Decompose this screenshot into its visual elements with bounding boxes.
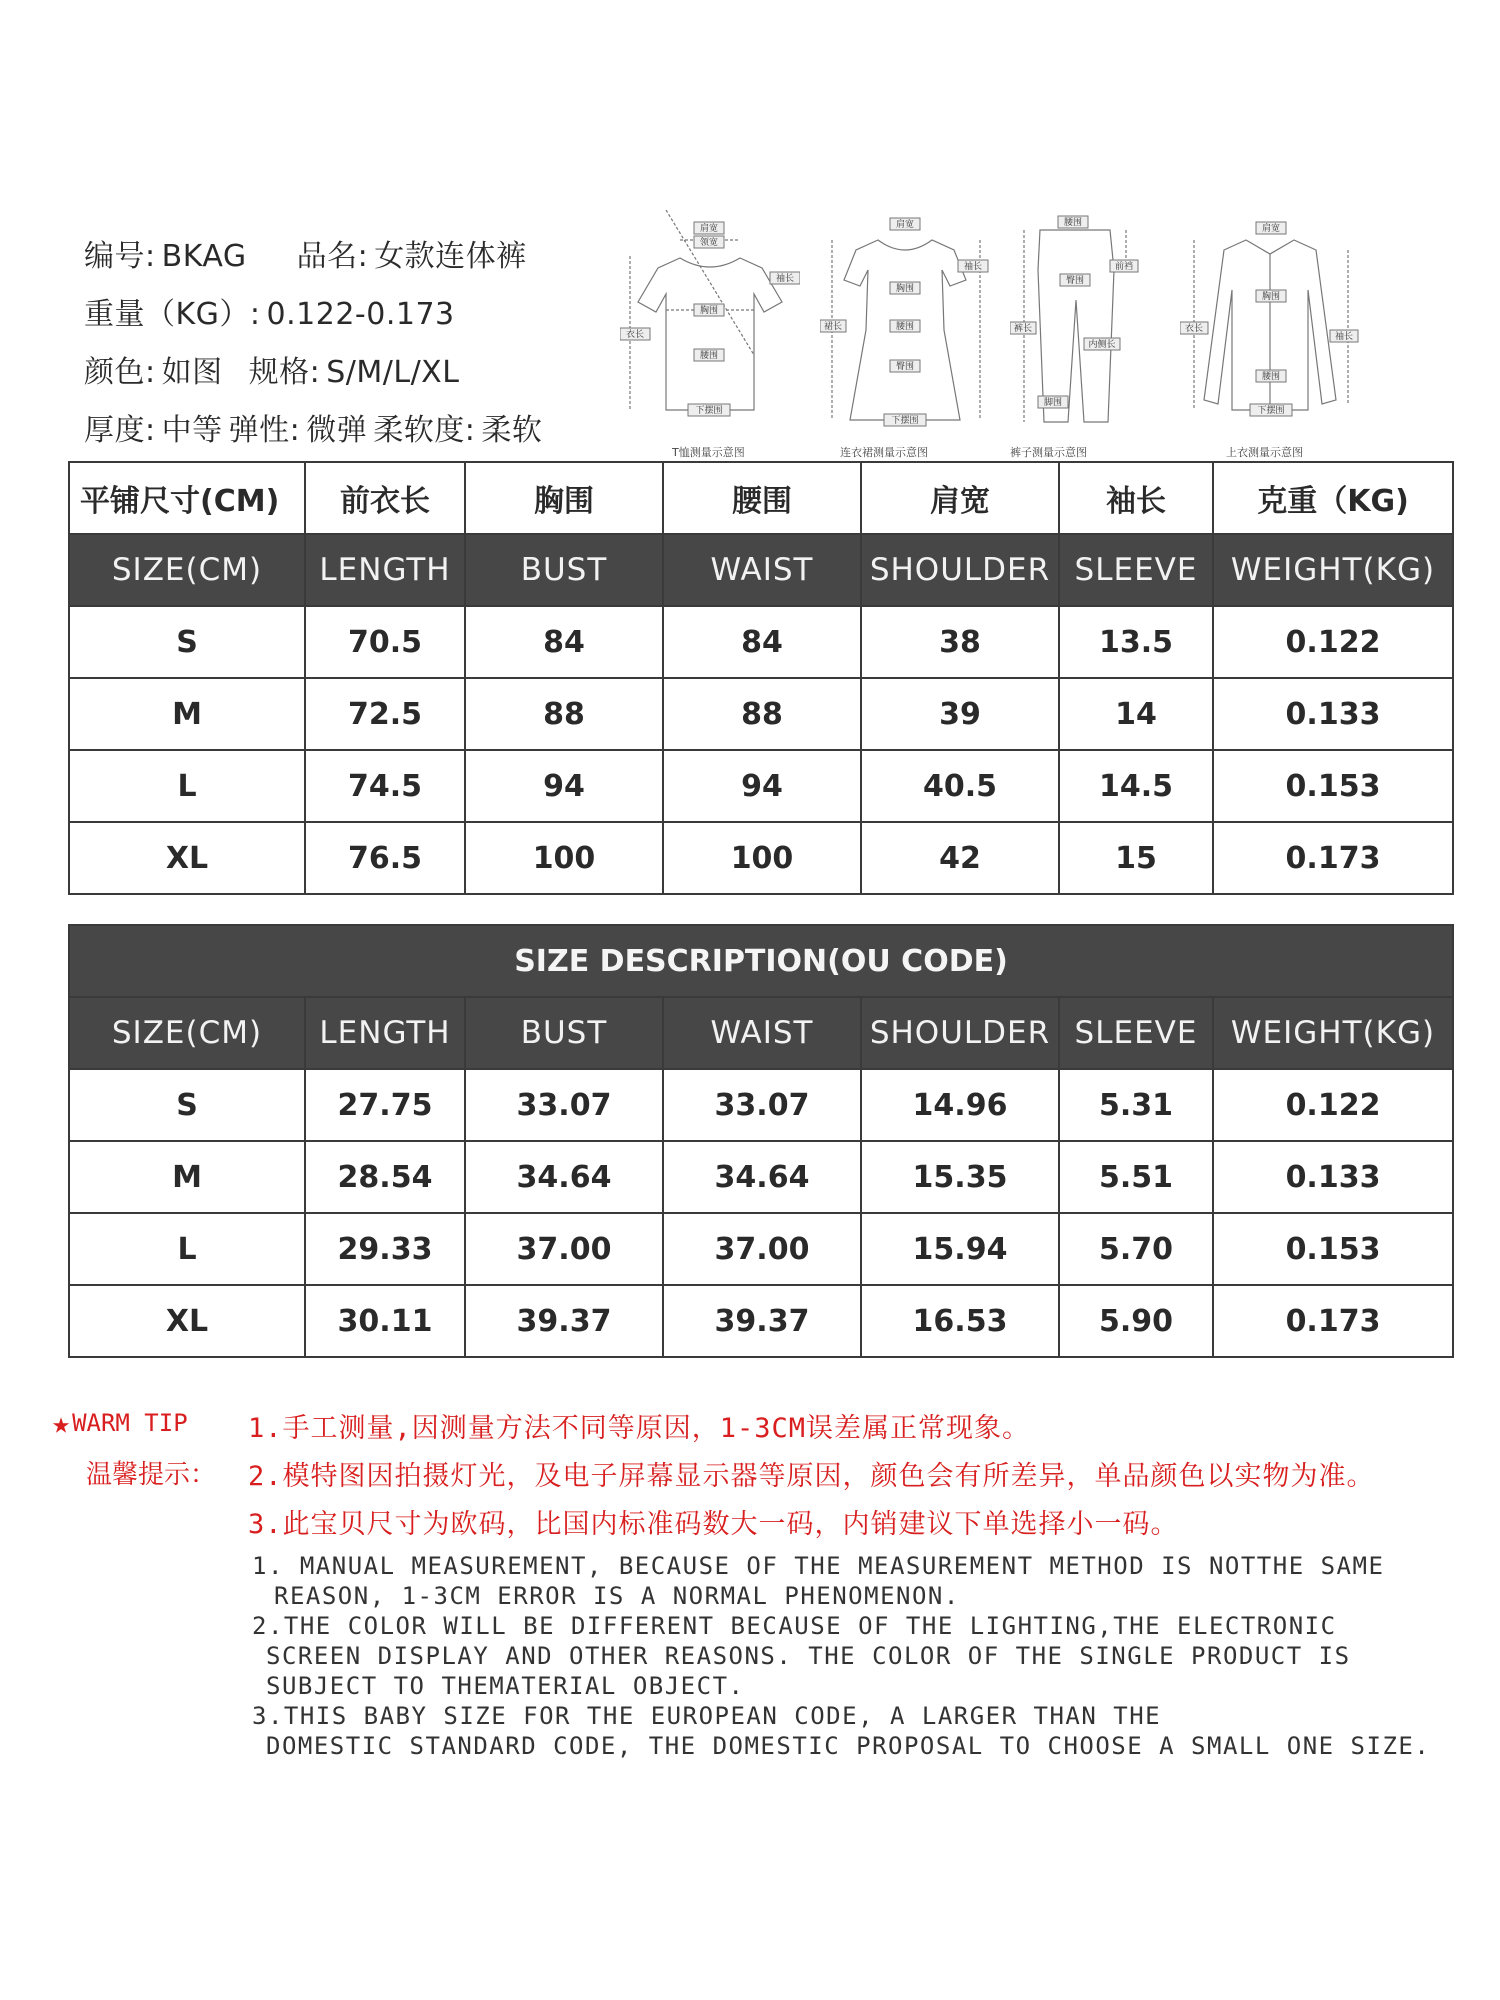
svg-text:衣长: 衣长: [1184, 324, 1204, 334]
shirt-caption: 上衣测量示意图: [1226, 446, 1303, 459]
cell-size: XL: [69, 822, 305, 894]
weight-label: 重量（KG）:: [84, 297, 261, 332]
shirt-outline-icon: [1180, 210, 1360, 442]
cell-bust: 100: [465, 822, 663, 894]
tip-en-7: DOMESTIC STANDARD CODE, THE DOMESTIC PROPOSAL TO CHOOSE A SMALL ONE SIZE.: [266, 1732, 1431, 1760]
svg-text:衣长: 衣长: [625, 330, 645, 340]
tshirt-diagram: [620, 210, 800, 459]
svg-text:臀围: 臀围: [1065, 276, 1085, 286]
en-header-row: [69, 534, 1453, 606]
cell-length: 70.5: [305, 606, 465, 678]
star-icon: ★: [52, 1406, 71, 1441]
info-line-color: [84, 344, 548, 402]
cell-weight: 0.122: [1213, 1069, 1453, 1141]
name-label: 品名:: [296, 239, 369, 274]
svg-text:胸围: 胸围: [1261, 292, 1281, 302]
svg-text:臀围: 臀围: [895, 362, 915, 372]
thickness-label: 厚度:: [84, 413, 156, 448]
svg-text:腰围: 腰围: [1261, 372, 1281, 382]
tip-en-2: REASON, 1-3CM ERROR IS A NORMAL PHENOMENON.: [274, 1582, 960, 1610]
tip-cn-3: 3.此宝贝尺寸为欧码，比国内标准码数大一码，内销建议下单选择小一码。: [248, 1509, 1179, 1540]
en-header-row: [69, 997, 1453, 1069]
dress-caption: 连衣裙测量示意图: [840, 446, 928, 459]
svg-text:袖长: 袖长: [1334, 332, 1354, 342]
size-description-title-row: [69, 925, 1453, 997]
svg-text:胸围: 胸围: [895, 284, 915, 294]
cell-size: S: [69, 606, 305, 678]
size-table-cm: [68, 461, 1454, 895]
table-row: [69, 1285, 1453, 1357]
cn-header-sleeve: 袖长: [1059, 462, 1213, 534]
cell-length: 74.5: [305, 750, 465, 822]
svg-text:领宽: 领宽: [699, 238, 719, 248]
header-size: SIZE(CM): [69, 997, 305, 1069]
cell-length: 30.11: [305, 1285, 465, 1357]
header-length: LENGTH: [305, 997, 465, 1069]
spec-label: 规格:: [248, 355, 321, 390]
elastic-value: 微弹: [306, 413, 368, 448]
cn-header-bust: 胸围: [465, 462, 663, 534]
svg-text:腰围: 腰围: [895, 322, 915, 332]
cell-shoulder: 16.53: [861, 1285, 1059, 1357]
table-row: [69, 1213, 1453, 1285]
cell-weight: 0.173: [1213, 822, 1453, 894]
pants-caption: 裤子测量示意图: [1010, 446, 1087, 459]
svg-text:内侧长: 内侧长: [1088, 340, 1116, 350]
header-shoulder: SHOULDER: [861, 997, 1059, 1069]
cell-bust: 34.64: [465, 1141, 663, 1213]
header-waist: WAIST: [663, 997, 861, 1069]
weight-value: 0.122-0.173: [266, 297, 455, 332]
svg-text:裤长: 裤长: [1013, 324, 1033, 334]
svg-text:腰围: 腰围: [699, 351, 719, 361]
cell-waist: 34.64: [663, 1141, 861, 1213]
header-size: SIZE(CM): [69, 534, 305, 606]
cell-bust: 37.00: [465, 1213, 663, 1285]
pants-outline-icon: [1010, 210, 1140, 442]
tip-en-1: 1. MANUAL MEASUREMENT, BECAUSE OF THE MEASUREMENT METHOD IS NOTTHE SAME: [252, 1552, 1385, 1580]
cell-waist: 39.37: [663, 1285, 861, 1357]
spec-value: S/M/L/XL: [326, 355, 460, 390]
cell-shoulder: 15.35: [861, 1141, 1059, 1213]
cell-sleeve: 5.90: [1059, 1285, 1213, 1357]
tip-en-6: 3.THIS BABY SIZE FOR THE EUROPEAN CODE, A LARGER THAN THE: [252, 1702, 1162, 1730]
cell-length: 28.54: [305, 1141, 465, 1213]
svg-text:胸围: 胸围: [699, 306, 719, 316]
tshirt-outline-icon: [620, 210, 800, 442]
dress-outline-icon: [820, 210, 990, 442]
cn-header-shoulder: 肩宽: [861, 462, 1059, 534]
cell-weight: 0.173: [1213, 1285, 1453, 1357]
cell-bust: 39.37: [465, 1285, 663, 1357]
cell-weight: 0.133: [1213, 678, 1453, 750]
table-row: [69, 750, 1453, 822]
svg-text:袖长: 袖长: [963, 262, 983, 272]
size-table-ou-code: [68, 924, 1454, 1358]
tshirt-caption: T恤测量示意图: [672, 446, 745, 459]
header-bust: BUST: [465, 534, 663, 606]
svg-text:肩宽: 肩宽: [895, 220, 915, 230]
warm-tip-heading: [52, 1406, 188, 1441]
tip-cn-1: 1.手工测量,因测量方法不同等原因，1-3CM误差属正常现象。: [248, 1413, 1031, 1444]
cell-weight: 0.133: [1213, 1141, 1453, 1213]
cell-sleeve: 5.70: [1059, 1213, 1213, 1285]
header-sleeve: SLEEVE: [1059, 534, 1213, 606]
cell-shoulder: 15.94: [861, 1213, 1059, 1285]
header-weight: WEIGHT(KG): [1213, 997, 1453, 1069]
tip-en-4: SCREEN DISPLAY AND OTHER REASONS. THE COLOR OF THE SINGLE PRODUCT IS: [266, 1642, 1351, 1670]
cell-shoulder: 38: [861, 606, 1059, 678]
cn-header-length: 前衣长: [305, 462, 465, 534]
table-row: [69, 1069, 1453, 1141]
cell-weight: 0.153: [1213, 1213, 1453, 1285]
soft-value: 柔软: [481, 413, 543, 448]
svg-text:下摆围: 下摆围: [695, 406, 723, 416]
name-value: 女款连体裤: [374, 239, 527, 274]
cell-size: L: [69, 1213, 305, 1285]
header-length: LENGTH: [305, 534, 465, 606]
cell-weight: 0.153: [1213, 750, 1453, 822]
warm-tip-cn: 温馨提示：: [86, 1460, 217, 1490]
cell-waist: 37.00: [663, 1213, 861, 1285]
shirt-diagram: [1180, 210, 1360, 459]
cell-waist: 33.07: [663, 1069, 861, 1141]
cn-header-row: [69, 462, 1453, 534]
header-sleeve: SLEEVE: [1059, 997, 1213, 1069]
cell-bust: 84: [465, 606, 663, 678]
cn-header-waist: 腰围: [663, 462, 861, 534]
cell-waist: 84: [663, 606, 861, 678]
cell-waist: 94: [663, 750, 861, 822]
cell-bust: 33.07: [465, 1069, 663, 1141]
cell-shoulder: 39: [861, 678, 1059, 750]
elastic-label: 弹性:: [228, 413, 301, 448]
info-line-thickness: [84, 402, 548, 460]
cell-length: 76.5: [305, 822, 465, 894]
cell-shoulder: 42: [861, 822, 1059, 894]
cell-shoulder: 14.96: [861, 1069, 1059, 1141]
info-line-weight: [84, 286, 548, 344]
cell-size: M: [69, 1141, 305, 1213]
code-label: 编号:: [84, 239, 156, 274]
cell-size: L: [69, 750, 305, 822]
warm-tip-en: WARM TIP: [72, 1409, 188, 1437]
tip-en-5: SUBJECT TO THEMATERIAL OBJECT.: [266, 1672, 745, 1700]
cell-shoulder: 40.5: [861, 750, 1059, 822]
thickness-value: 中等: [161, 413, 223, 448]
svg-text:下摆围: 下摆围: [891, 416, 919, 426]
info-line-code: [84, 228, 548, 286]
cell-waist: 88: [663, 678, 861, 750]
cell-size: XL: [69, 1285, 305, 1357]
cell-length: 27.75: [305, 1069, 465, 1141]
color-value: 如图: [161, 355, 223, 390]
cn-header-weight: 克重（KG): [1213, 462, 1453, 534]
svg-text:袖长: 袖长: [775, 274, 795, 284]
svg-text:肩宽: 肩宽: [1261, 224, 1281, 234]
tip-cn-2: 2.模特图因拍摄灯光，及电子屏幕显示器等原因，颜色会有所差异，单品颜色以实物为准。: [248, 1461, 1375, 1492]
cell-bust: 94: [465, 750, 663, 822]
cn-header-size: 平铺尺寸(CM): [69, 462, 305, 534]
cell-length: 29.33: [305, 1213, 465, 1285]
code-value: BKAG: [161, 239, 247, 274]
soft-label: 柔软度:: [373, 413, 476, 448]
cell-sleeve: 14.5: [1059, 750, 1213, 822]
cell-sleeve: 5.51: [1059, 1141, 1213, 1213]
cell-sleeve: 13.5: [1059, 606, 1213, 678]
cell-sleeve: 14: [1059, 678, 1213, 750]
svg-text:下摆围: 下摆围: [1257, 406, 1285, 416]
header-waist: WAIST: [663, 534, 861, 606]
size-description-title: SIZE DESCRIPTION(OU CODE): [69, 925, 1453, 997]
header-weight: WEIGHT(KG): [1213, 534, 1453, 606]
cell-weight: 0.122: [1213, 606, 1453, 678]
color-label: 颜色:: [84, 355, 156, 390]
pants-diagram: [1010, 210, 1140, 459]
table-row: [69, 606, 1453, 678]
cell-size: M: [69, 678, 305, 750]
measurement-diagrams: [620, 210, 1360, 460]
header-bust: BUST: [465, 997, 663, 1069]
cell-sleeve: 15: [1059, 822, 1213, 894]
svg-text:前裆: 前裆: [1114, 262, 1134, 272]
svg-text:腰围: 腰围: [1063, 218, 1083, 228]
svg-text:肩宽: 肩宽: [699, 224, 719, 234]
cell-size: S: [69, 1069, 305, 1141]
table-row: [69, 678, 1453, 750]
svg-text:脚围: 脚围: [1043, 398, 1063, 408]
tip-en-3: 2.THE COLOR WILL BE DIFFERENT BECAUSE OF THE LIGHTING,THE ELECTRONIC: [252, 1612, 1337, 1640]
dress-diagram: [820, 210, 990, 459]
table-row: [69, 822, 1453, 894]
cell-sleeve: 5.31: [1059, 1069, 1213, 1141]
product-info: [84, 228, 548, 460]
cell-bust: 88: [465, 678, 663, 750]
svg-text:裙长: 裙长: [823, 322, 843, 332]
table-row: [69, 1141, 1453, 1213]
cell-length: 72.5: [305, 678, 465, 750]
header-shoulder: SHOULDER: [861, 534, 1059, 606]
cell-waist: 100: [663, 822, 861, 894]
